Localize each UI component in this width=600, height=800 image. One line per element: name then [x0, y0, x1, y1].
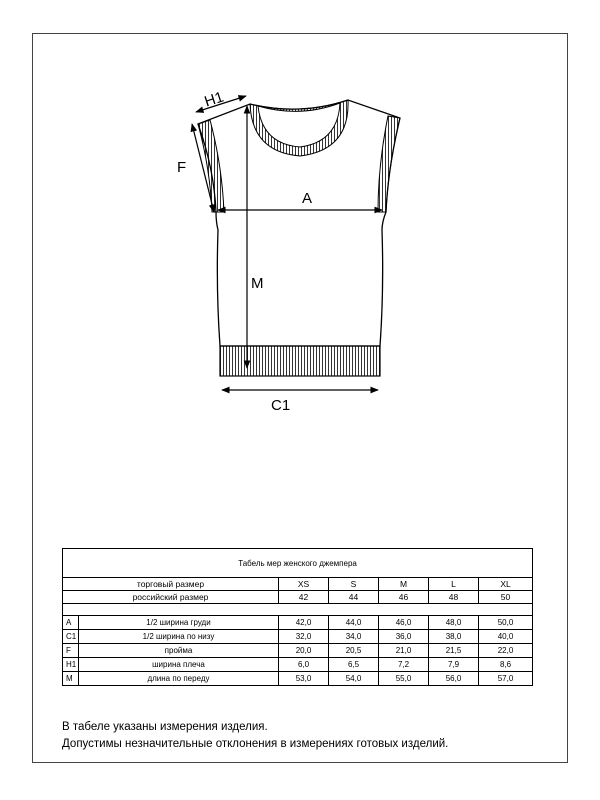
table-row: российский размер 42 44 46 48 50: [63, 591, 533, 604]
table-row: F пройма 20,0 20,5 21,0 21,5 22,0: [63, 644, 533, 658]
label-h1: H1: [202, 88, 226, 111]
label-a: A: [302, 190, 313, 207]
table-title: Табель мер женского джемпера: [63, 549, 533, 578]
table-row: H1 ширина плеча 6,0 6,5 7,2 7,9 8,6: [63, 658, 533, 672]
table-row: A 1/2 ширина груди 42,0 44,0 46,0 48,0 50,0: [63, 616, 533, 630]
note-tolerance: Допустимы незначительные отклонения в измерениях готовых изделий.: [62, 738, 449, 750]
table-row: M длина по переду 53,0 54,0 55,0 56,0 57,0: [63, 672, 533, 686]
note-measurements: В табеле указаны измерения изделия.: [62, 721, 268, 733]
size-table: [62, 548, 533, 686]
table-spacer: [63, 604, 533, 616]
hem-rib: [220, 346, 380, 376]
right-armhole-rib: [378, 116, 400, 212]
table-row: C1 1/2 ширина по низу 32,0 34,0 36,0 38,0 40,0: [63, 630, 533, 644]
label-c1: C1: [271, 397, 291, 414]
label-f: F: [177, 159, 187, 176]
table-row: торговый размер XS S M L XL: [63, 578, 533, 591]
label-m: M: [251, 275, 264, 292]
